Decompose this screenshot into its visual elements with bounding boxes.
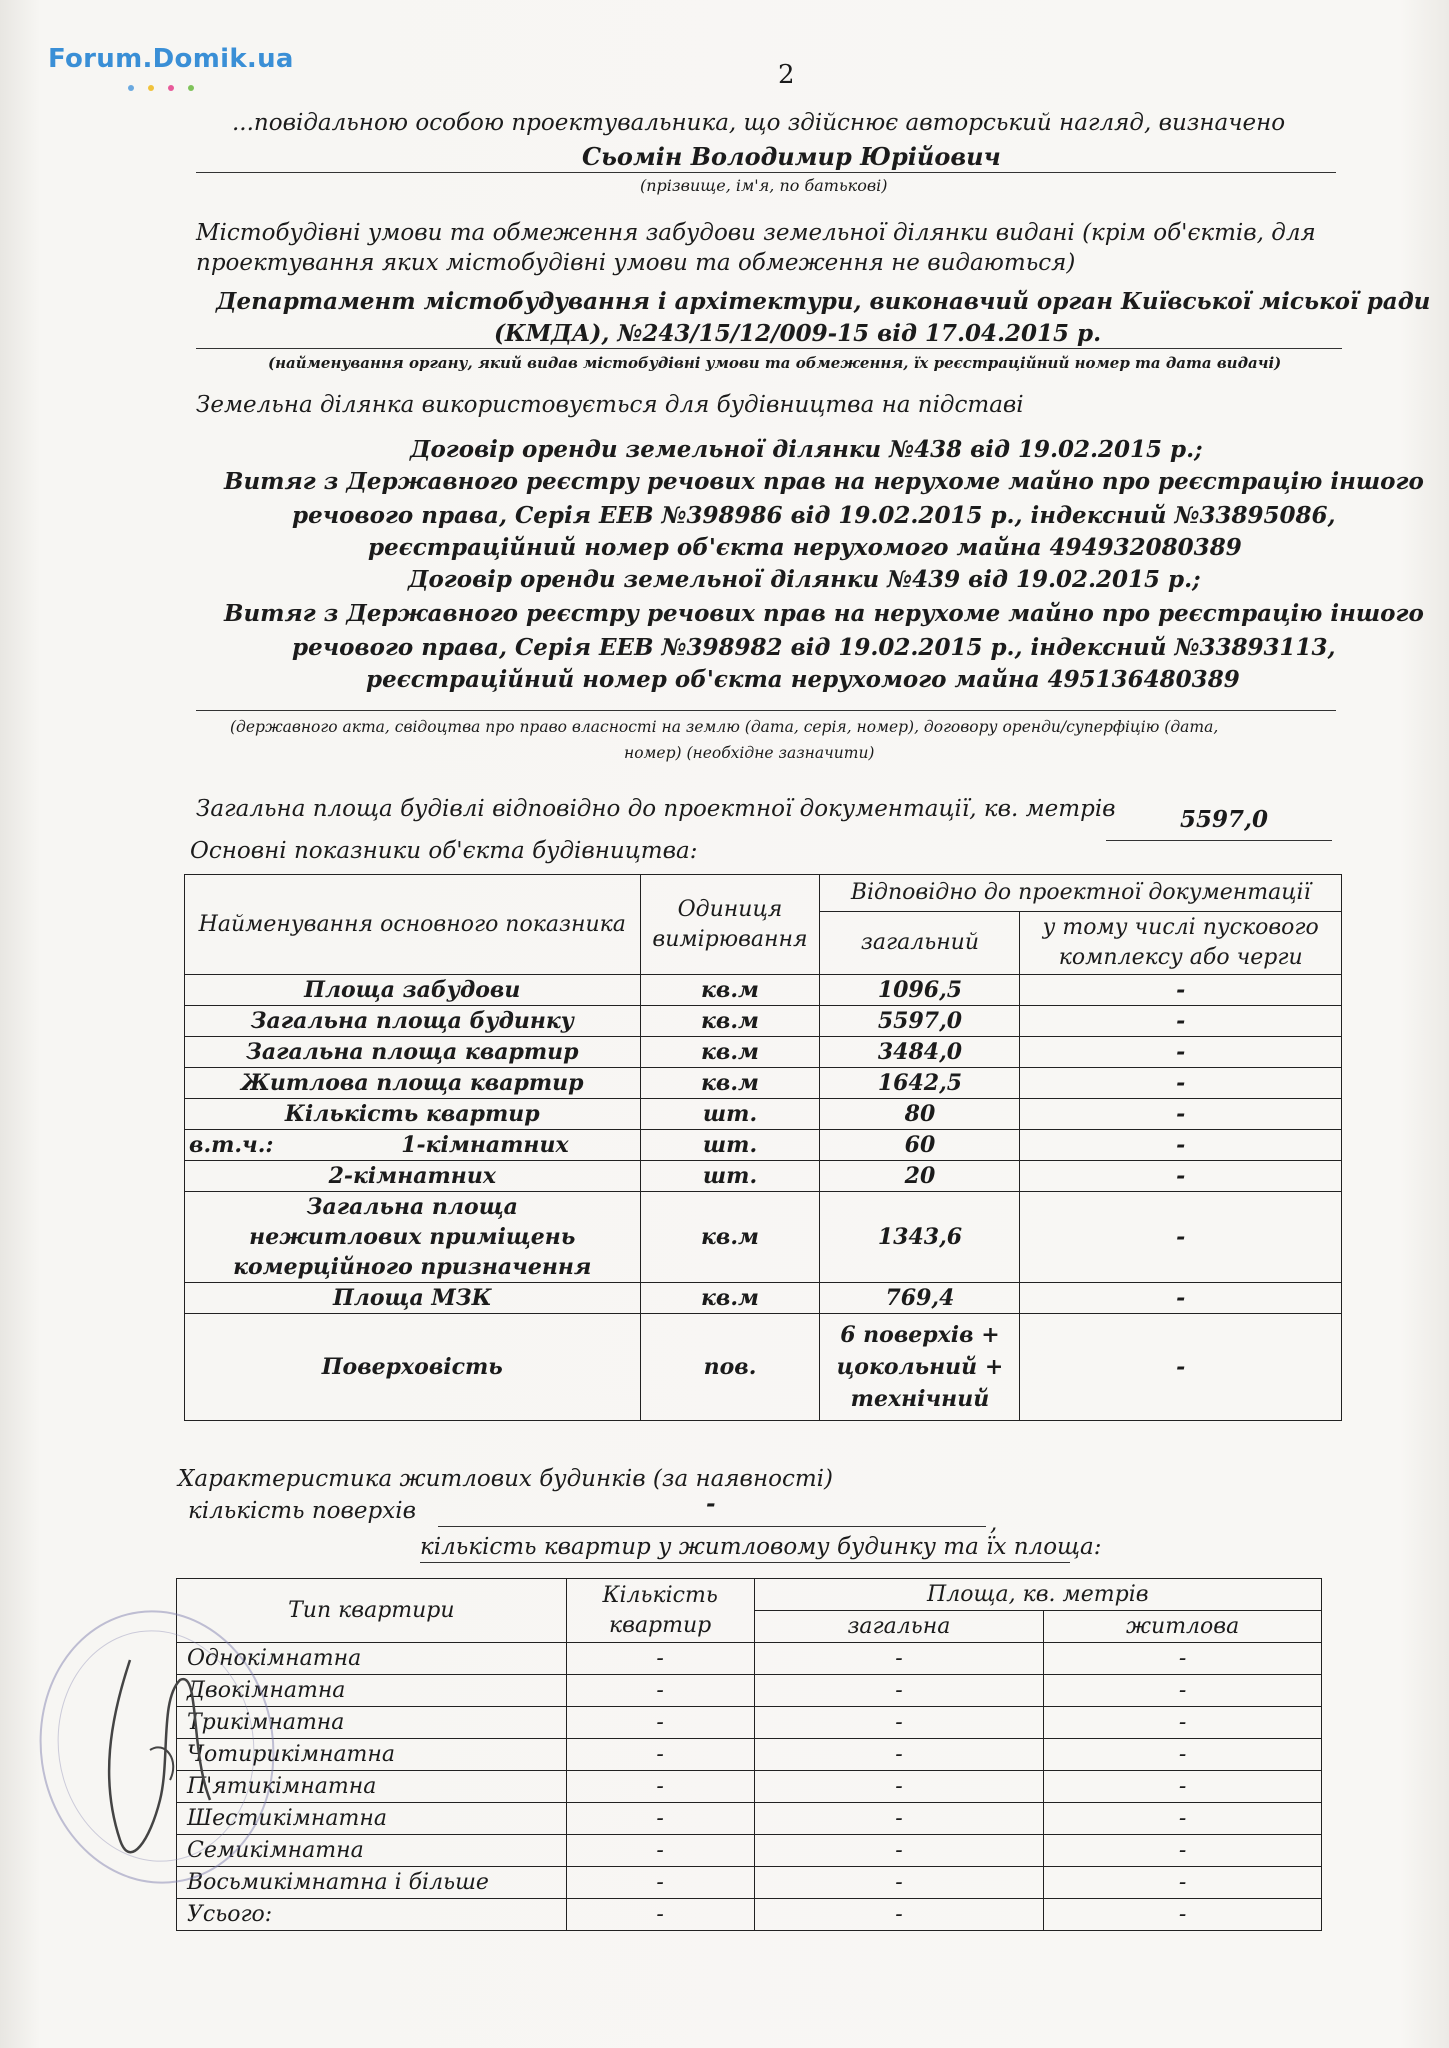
indicator-name: Площа МЗК [185, 1283, 641, 1314]
table-row [185, 1037, 1342, 1068]
indicator-name: Житлова площа квартир [185, 1068, 641, 1099]
apartments-table [176, 1578, 1322, 1931]
indicator-name: 2-кімнатних [185, 1161, 641, 1192]
apartment-area-total: - [754, 1771, 1044, 1803]
table-row [177, 1771, 1322, 1803]
indicator-total: 6 поверхів + цокольний + технічний [820, 1314, 1020, 1421]
indicator-name-cell [185, 1130, 641, 1161]
apartment-count: - [566, 1707, 754, 1739]
apartment-type: Семикімнатна [177, 1835, 567, 1867]
table-row [185, 1314, 1342, 1421]
land-line-8: реєстраційний номер об'єкта нерухомого майна 495136480389 [366, 666, 1240, 693]
conditions-line-2: проектування яких містобудівні умови та обмеження не видаються) [196, 250, 1076, 276]
indicator-name: 1-кімнатних [401, 1132, 569, 1158]
land-underline [196, 710, 1336, 711]
land-line-6: Витяг з Державного реєстру речових прав на нерухоме майно про реєстрацію іншого [224, 600, 1424, 627]
apartment-count: - [566, 1771, 754, 1803]
indicator-name: Площа забудови [185, 975, 641, 1006]
name-caption: (прізвище, ім'я, по батькові) [640, 176, 888, 195]
land-line-3: речового права, Серія ЕЕВ №398986 від 19.02.2015 р., індексний №33895086, [292, 502, 1336, 529]
indicator-name: Кількість квартир [185, 1099, 641, 1130]
apartment-count: - [566, 1867, 754, 1899]
table-row [177, 1739, 1322, 1771]
page-number: 2 [778, 60, 795, 90]
main-indicators-title: Основні показники об'єкта будівництва: [190, 838, 698, 864]
floors-underline [438, 1526, 986, 1527]
indicator-phase: - [1020, 1130, 1342, 1161]
header-total: загальний [820, 912, 1020, 975]
indicator-total: 5597,0 [820, 1006, 1020, 1037]
indicator-total: 80 [820, 1099, 1020, 1130]
apartment-count: - [566, 1899, 754, 1931]
indicator-phase: - [1020, 1037, 1342, 1068]
table-row [185, 975, 1342, 1006]
apartment-type: Двокімнатна [177, 1675, 567, 1707]
indicator-unit: кв.м [640, 1192, 820, 1283]
indicator-phase: - [1020, 1314, 1342, 1421]
apartments-title-underline [420, 1562, 1070, 1563]
indicator-phase: - [1020, 1192, 1342, 1283]
header-phase: у тому числі пускового комплексу або черги [1020, 912, 1342, 975]
residential-title: Характеристика житлових будинків (за наявності) [178, 1466, 833, 1492]
main-indicators-table [184, 874, 1342, 1421]
header-indicator-name: Найменування основного показника [185, 875, 641, 975]
indicator-phase: - [1020, 1283, 1342, 1314]
apartment-area-living: - [1044, 1707, 1322, 1739]
header-area: Площа, кв. метрів [754, 1579, 1321, 1611]
header-area-living: житлова [1044, 1611, 1322, 1643]
apartment-count: - [566, 1835, 754, 1867]
floors-value: - [706, 1490, 716, 1517]
name-underline [196, 172, 1336, 173]
table-row [185, 1161, 1342, 1192]
total-area-label: Загальна площа будівлі відповідно до проектної документації, кв. метрів [196, 796, 1116, 822]
table-row [177, 1643, 1322, 1675]
indicator-unit: кв.м [640, 1006, 820, 1037]
intro-line: ...повідальною особою проектувальника, що здійснює авторський нагляд, визначено [232, 110, 1286, 136]
indicator-name: Загальна площа квартир [185, 1037, 641, 1068]
land-line-5: Договір оренди земельної ділянки №439 від 19.02.2015 р.; [408, 566, 1201, 593]
apartment-area-living: - [1044, 1803, 1322, 1835]
floors-label: кількість поверхів [188, 1498, 416, 1524]
land-line-4: реєстраційний номер об'єкта нерухомого майна 494932080389 [368, 534, 1242, 561]
apartment-type: Усього: [177, 1899, 567, 1931]
indicator-phase: - [1020, 1099, 1342, 1130]
conditions-issuer-1: Департамент містобудування і архітектури, виконавчий орган Київської міської ради [216, 288, 1431, 315]
apartment-area-living: - [1044, 1835, 1322, 1867]
apartment-area-total: - [754, 1643, 1044, 1675]
table-row [185, 1006, 1342, 1037]
table-row [185, 1099, 1342, 1130]
indicator-name: Загальна площа будинку [185, 1006, 641, 1037]
apartment-area-living: - [1044, 1675, 1322, 1707]
header-project-docs: Відповідно до проектної документації [820, 875, 1342, 912]
indicator-unit: шт. [640, 1130, 820, 1161]
land-caption-2: номер) (необхідне зазначити) [624, 744, 875, 762]
apartment-count: - [566, 1643, 754, 1675]
floors-comma: , [990, 1510, 998, 1536]
table-row [185, 1283, 1342, 1314]
table-row [177, 1803, 1322, 1835]
header-apartment-type: Тип квартири [177, 1579, 567, 1643]
table-row [185, 1130, 1342, 1161]
table-row [177, 1899, 1322, 1931]
apartment-area-living: - [1044, 1739, 1322, 1771]
apartment-area-total: - [754, 1739, 1044, 1771]
indicator-unit: кв.м [640, 975, 820, 1006]
apartment-type: Шестикімнатна [177, 1803, 567, 1835]
land-caption-1: (державного акта, свідоцтва про право власності на землю (дата, серія, номер), договору оренди/суперфіцію (дата, [230, 718, 1219, 736]
indicator-name: Загальна площа нежитлових приміщень комерційного призначення [185, 1192, 641, 1283]
indicator-total: 20 [820, 1161, 1020, 1192]
indicator-total: 1343,6 [820, 1192, 1020, 1283]
table-row [185, 1068, 1342, 1099]
indicator-total: 3484,0 [820, 1037, 1020, 1068]
table-row [177, 1835, 1322, 1867]
apartment-type: П'ятикімнатна [177, 1771, 567, 1803]
indicator-unit: кв.м [640, 1283, 820, 1314]
total-area-value: 5597,0 [1180, 806, 1269, 833]
apartments-title: кількість квартир у житловому будинку та їх площа: [420, 1534, 1102, 1560]
indicator-total: 769,4 [820, 1283, 1020, 1314]
conditions-underline [196, 348, 1342, 349]
conditions-issuer-2: (КМДА), №243/15/12/009-15 від 17.04.2015 р. [494, 320, 1102, 347]
conditions-caption: (найменування органу, який видав містобудівні умови та обмеження, їх реєстраційний номер та дата видачі) [268, 354, 1282, 372]
indicator-unit: шт. [640, 1099, 820, 1130]
total-area-underline [1106, 840, 1332, 841]
apartment-type: Трикімнатна [177, 1707, 567, 1739]
indicator-phase: - [1020, 1068, 1342, 1099]
indicator-phase: - [1020, 1006, 1342, 1037]
land-line-1: Договір оренди земельної ділянки №438 від 19.02.2015 р.; [410, 436, 1203, 463]
apartment-count: - [566, 1675, 754, 1707]
apartment-area-total: - [754, 1803, 1044, 1835]
land-line-7: речового права, Серія ЕЕВ №398982 від 19.02.2015 р., індексний №33893113, [292, 634, 1336, 661]
indicator-total: 1642,5 [820, 1068, 1020, 1099]
apartment-area-living: - [1044, 1899, 1322, 1931]
apartment-type: Однокімнатна [177, 1643, 567, 1675]
apartment-count: - [566, 1739, 754, 1771]
apartment-area-total: - [754, 1707, 1044, 1739]
apartment-area-living: - [1044, 1643, 1322, 1675]
apartment-type: Чотирикімнатна [177, 1739, 567, 1771]
table-row [185, 1192, 1342, 1283]
indicator-unit: шт. [640, 1161, 820, 1192]
indicator-prefix: в.т.ч.: [189, 1132, 274, 1158]
land-line-2: Витяг з Державного реєстру речових прав на нерухоме майно про реєстрацію іншого [224, 468, 1424, 495]
header-apartment-count: Кількість квартир [566, 1579, 754, 1643]
apartment-area-total: - [754, 1835, 1044, 1867]
apartment-area-total: - [754, 1675, 1044, 1707]
land-intro: Земельна ділянка використовується для будівництва на підставі [196, 392, 1024, 418]
header-area-total: загальна [754, 1611, 1044, 1643]
table-row [177, 1675, 1322, 1707]
table-row [177, 1867, 1322, 1899]
indicator-phase: - [1020, 1161, 1342, 1192]
conditions-line-1: Містобудівні умови та обмеження забудови земельної ділянки видані (крім об'єктів, для [196, 220, 1316, 246]
indicator-total: 1096,5 [820, 975, 1020, 1006]
apartment-area-total: - [754, 1899, 1044, 1931]
responsible-person-name: Сьомін Володимир Юрійович [582, 142, 1001, 171]
indicator-unit: пов. [640, 1314, 820, 1421]
indicator-name: Поверховість [185, 1314, 641, 1421]
table-row [177, 1707, 1322, 1739]
indicator-phase: - [1020, 975, 1342, 1006]
header-unit: Одиниця вимірювання [640, 875, 820, 975]
apartment-area-total: - [754, 1867, 1044, 1899]
watermark-dots [128, 76, 208, 95]
apartment-count: - [566, 1803, 754, 1835]
apartment-type: Восьмикімнатна і більше [177, 1867, 567, 1899]
apartment-area-living: - [1044, 1771, 1322, 1803]
signature-icon [70, 1640, 270, 1890]
indicator-unit: кв.м [640, 1037, 820, 1068]
indicator-unit: кв.м [640, 1068, 820, 1099]
apartment-area-living: - [1044, 1867, 1322, 1899]
indicator-total: 60 [820, 1130, 1020, 1161]
watermark-logo: Forum.Domik.ua [48, 44, 294, 74]
